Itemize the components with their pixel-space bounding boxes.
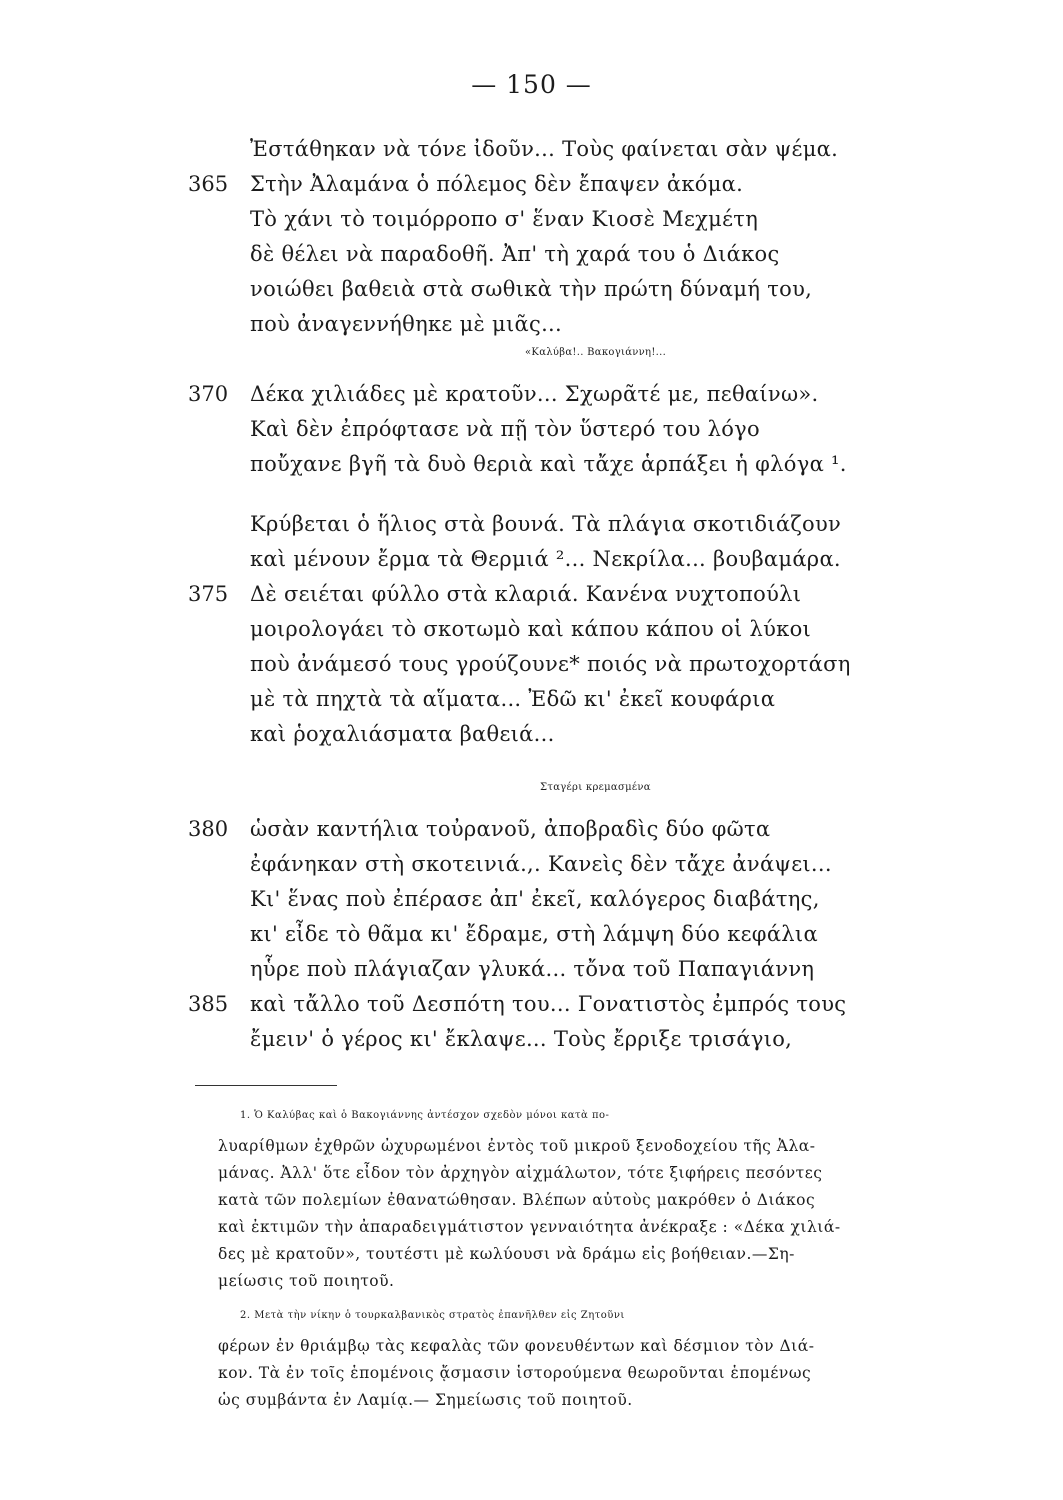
verse-line: Τὸ χάνι τὸ τοιμόρροπο σ' ἕναν Κιοσὲ Μεχμέτη (250, 207, 759, 231)
footnote-line: δες μὲ κρατοῦν», τουτέστι μὲ κωλύουσι νὰ δράμω εἰς βοήθειαν.—Ση- (218, 1245, 795, 1263)
verse-line: ἐφάνηκαν στὴ σκοτεινιά.,. Κανεὶς δὲν τἄχε ἀνάψει... (250, 852, 832, 876)
verse-line: Δὲ σειέται φύλλο στὰ κλαριά. Κανένα νυχτοπούλι (250, 582, 802, 606)
footnote-line: ὡς συμβάντα ἐν Λαμίᾳ.— Σημείωσις τοῦ ποιητοῦ. (218, 1391, 633, 1409)
verse-line: καὶ ῥοχαλιάσματα βαθειά... (250, 722, 555, 746)
verse-number: 365 (188, 172, 229, 196)
verse-number: 385 (188, 992, 229, 1016)
footnote-line: καὶ ἐκτιμῶν τὴν ἀπαραδειγμάτιστον γενναιότητα ἀνέκραξε : «Δέκα χιλιά- (218, 1218, 841, 1236)
verse-line: καὶ μένουν ἔρμα τὰ Θερμιά ²... Νεκρίλα... βουβαμάρα. (250, 547, 841, 571)
footnote-line: φέρων ἐν θριάμβῳ τὰς κεφαλὰς τῶν φονευθέντων καὶ δέσμιον τὸν Διά- (218, 1337, 815, 1355)
footnote-line: 2. Μετὰ τὴν νίκην ὁ τουρκαλβανικὸς στρατὸς ἐπανῆλθεν εἰς Ζητοῦνι (240, 1310, 625, 1321)
footnote-line: μείωσις τοῦ ποιητοῦ. (218, 1272, 395, 1290)
footnote-line: κατὰ τῶν πολεμίων ἐθανατώθησαν. Βλέπων αὐτοὺς μακρόθεν ὁ Διάκος (218, 1191, 816, 1209)
verse-line: κι' εἶδε τὸ θᾶμα κι' ἔδραμε, στὴ λάμψη δύο κεφάλια (250, 922, 818, 946)
verse-line: Στὴν Ἀλαμάνα ὁ πόλεμος δὲν ἔπαψεν ἀκόμα. (250, 172, 744, 196)
verse-line: νοιώθει βαθειὰ στὰ σωθικὰ τὴν πρώτη δύναμή του, (250, 277, 813, 301)
verse-line: ποὔχανε βγῆ τὰ δυὸ θεριὰ καὶ τἄχε ἁρπάξει ἡ φλόγα ¹. (250, 452, 847, 476)
verse-line: ὡσὰν καντήλια τοὐρανοῦ, ἀποβραδὶς δύο φῶτα (250, 817, 771, 841)
verse-line: δὲ θέλει νὰ παραδοθῆ. Ἀπ' τὴ χαρά του ὁ Διάκος (250, 242, 780, 266)
verse-line: Κρύβεται ὁ ἥλιος στὰ βουνά. Τὰ πλάγια σκοτιδιάζουν (250, 512, 842, 536)
verse-line: Σταγέρι κρεμασμένα (540, 782, 651, 793)
verse-number: 370 (188, 382, 229, 406)
page-number: — 150 — (471, 70, 592, 99)
verse-line: μὲ τὰ πηχτὰ τὰ αἵματα... Ἐδῶ κι' ἐκεῖ κουφάρια (250, 687, 776, 711)
footnote-line: μάνας. Ἀλλ' ὅτε εἶδον τὸν ἀρχηγὸν αἰχμάλωτον, τότε ξιφήρεις πεσόντες (218, 1164, 823, 1182)
verse-line: ηὗρε ποὺ πλάγιαζαν γλυκά... τὄνα τοῦ Παπαγιάννη (250, 957, 815, 981)
footnote-line: λυαρίθμων ἐχθρῶν ὠχυρωμένοι ἐντὸς τοῦ μικροῦ ξενοδοχείου τῆς Ἀλα- (218, 1137, 816, 1155)
footnote-divider (195, 1085, 337, 1086)
verse-number: 380 (188, 817, 229, 841)
verse-line: Δέκα χιλιάδες μὲ κρατοῦν... Σχωρᾶτέ με, πεθαίνω». (250, 382, 819, 406)
verse-line: «Καλύβα!.. Βακογιάννη!... (525, 347, 667, 358)
verse-line: Κι' ἕνας ποὺ ἐπέρασε ἀπ' ἐκεῖ, καλόγερος διαβάτης, (250, 887, 820, 911)
verse-line: ποὺ ἀναγεννήθηκε μὲ μιᾶς... (250, 312, 563, 336)
footnote-line: κον. Τὰ ἐν τοῖς ἑπομένοις ᾄσμασιν ἱστορούμενα θεωροῦνται ἑπομένως (218, 1364, 812, 1382)
verse-number: 375 (188, 582, 229, 606)
verse-line: ἔμειν' ὁ γέρος κι' ἔκλαψε... Τοὺς ἔρριξε τρισάγιο, (250, 1027, 793, 1051)
footnote-line: 1. Ὁ Καλύβας καὶ ὁ Βακογιάννης ἀντέσχον σχεδὸν μόνοι κατὰ πο- (240, 1110, 610, 1121)
verse-line: μοιρολογάει τὸ σκοτωμὸ καὶ κάπου κάπου οἱ λύκοι (250, 617, 812, 641)
verse-line: καὶ τἄλλο τοῦ Δεσπότη του... Γονατιστὸς ἐμπρός τους (250, 992, 847, 1016)
verse-line: Ἐστάθηκαν νὰ τόνε ἰδοῦν... Τοὺς φαίνεται σὰν ψέμα. (250, 137, 839, 161)
verse-line: Καὶ δὲν ἐπρόφτασε νὰ πῇ τὸν ὕστερό του λόγο (250, 417, 760, 441)
verse-line: ποὺ ἀνάμεσό τους γρούζουνε* ποιός νὰ πρωτοχορτάση (250, 652, 851, 676)
